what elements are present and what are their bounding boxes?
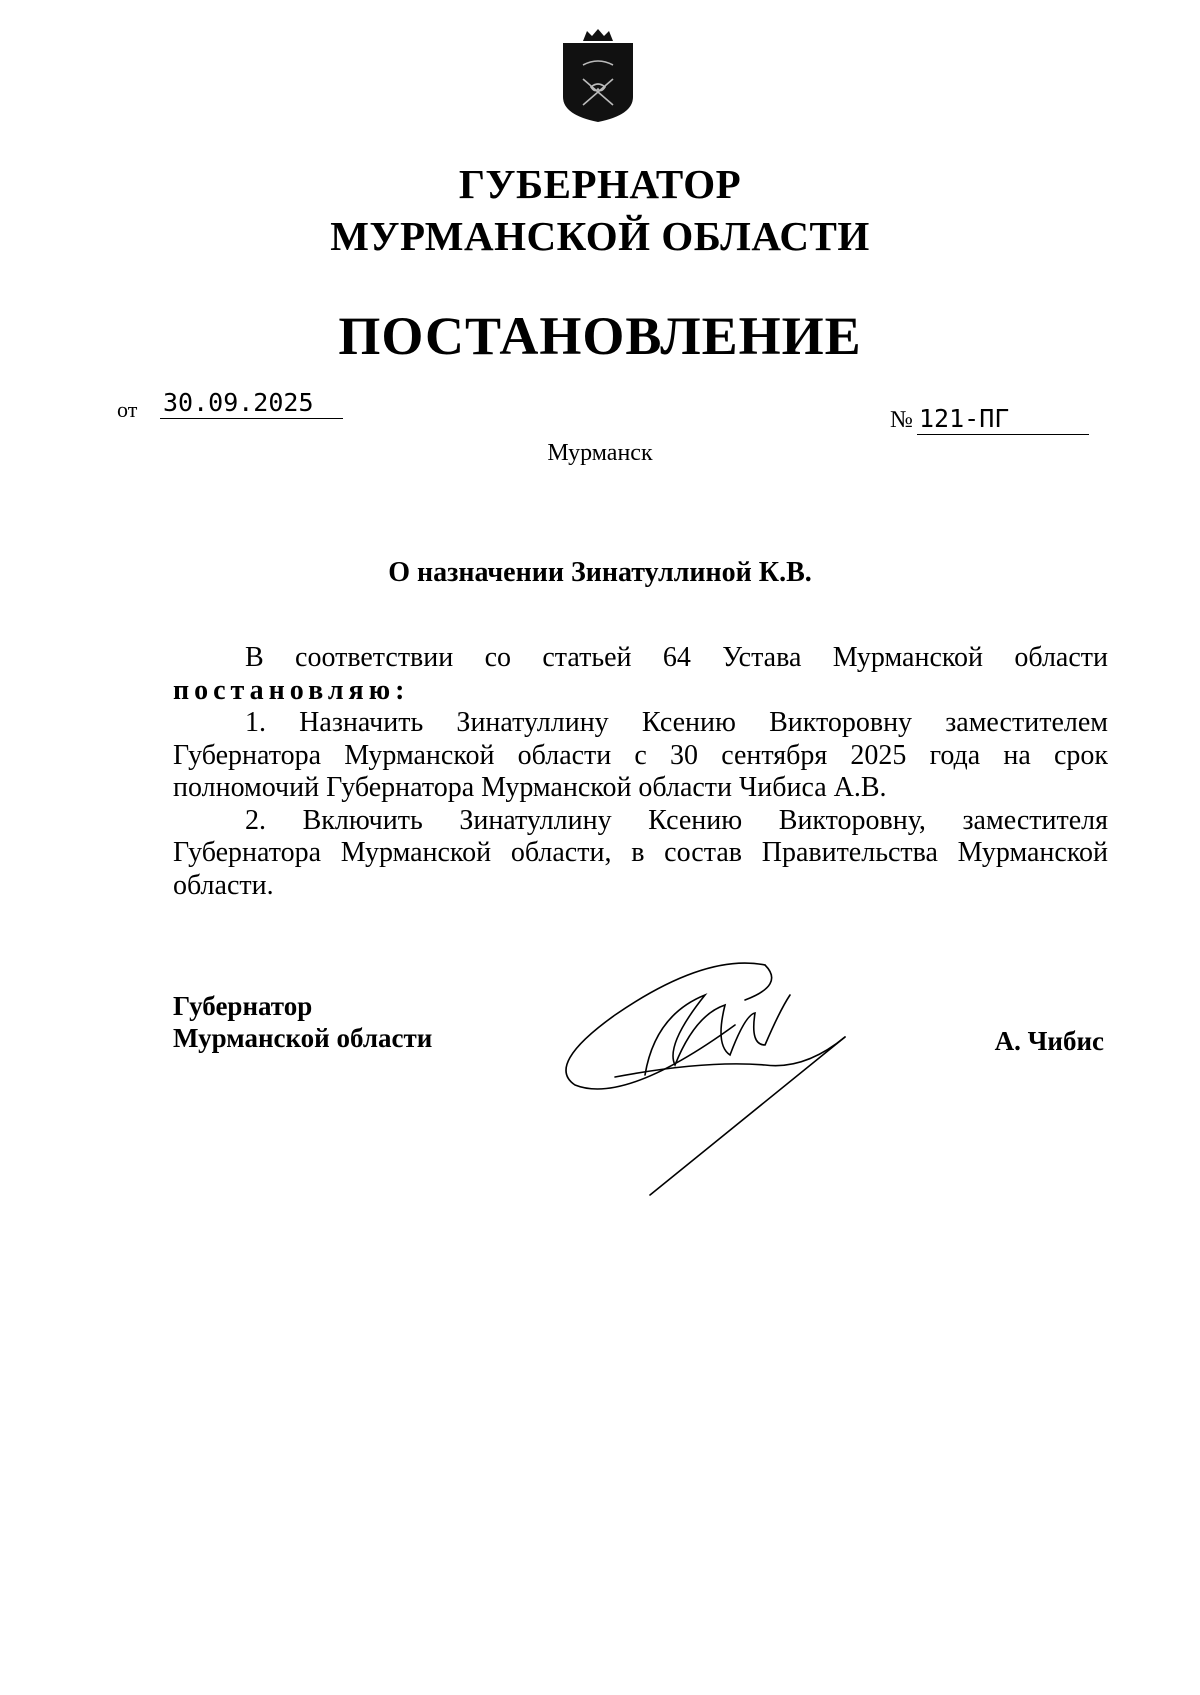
item-1: 1. Назначить Зинатуллину Ксению Викторовну заместителем Губернатора Мурманской области с 30 сентября 2025 года на срок полномочий Губернатора Мурманской области Чибиса А.В. bbox=[173, 707, 1108, 803]
document-body bbox=[173, 642, 1108, 902]
signatory-position-line1: Губернатор bbox=[173, 991, 313, 1021]
document-number: 121-ПГ bbox=[917, 404, 1089, 435]
coat-of-arms-icon bbox=[561, 27, 635, 123]
issuer-title-line2: МУРМАНСКОЙ ОБЛАСТИ bbox=[330, 213, 870, 259]
document-date: 30.09.2025 bbox=[160, 388, 343, 419]
document-subject: О назначении Зинатуллиной К.В. bbox=[388, 557, 812, 588]
handwritten-signature bbox=[555, 955, 875, 1205]
document-type-title: ПОСТАНОВЛЕНИЕ bbox=[338, 306, 862, 366]
issuer-title-line1: ГУБЕРНАТОР bbox=[458, 161, 742, 207]
signatory-position bbox=[173, 990, 432, 1054]
intro-paragraph: В соответствии со статьей 64 Устава Мурманской области bbox=[245, 642, 1108, 673]
date-label: от bbox=[117, 397, 138, 422]
signatory-position-line2: Мурманской области bbox=[173, 1023, 433, 1053]
item-2: 2. Включить Зинатуллину Ксению Викторовну, заместителя Губернатора Мурманской области, в состав Правительства Мурманской области. bbox=[173, 804, 1108, 901]
city-name: Мурманск bbox=[547, 440, 653, 466]
signatory-name: А. Чибис bbox=[994, 1026, 1104, 1056]
number-label: № bbox=[890, 407, 913, 433]
resolve-word: постановляю: bbox=[173, 674, 410, 706]
